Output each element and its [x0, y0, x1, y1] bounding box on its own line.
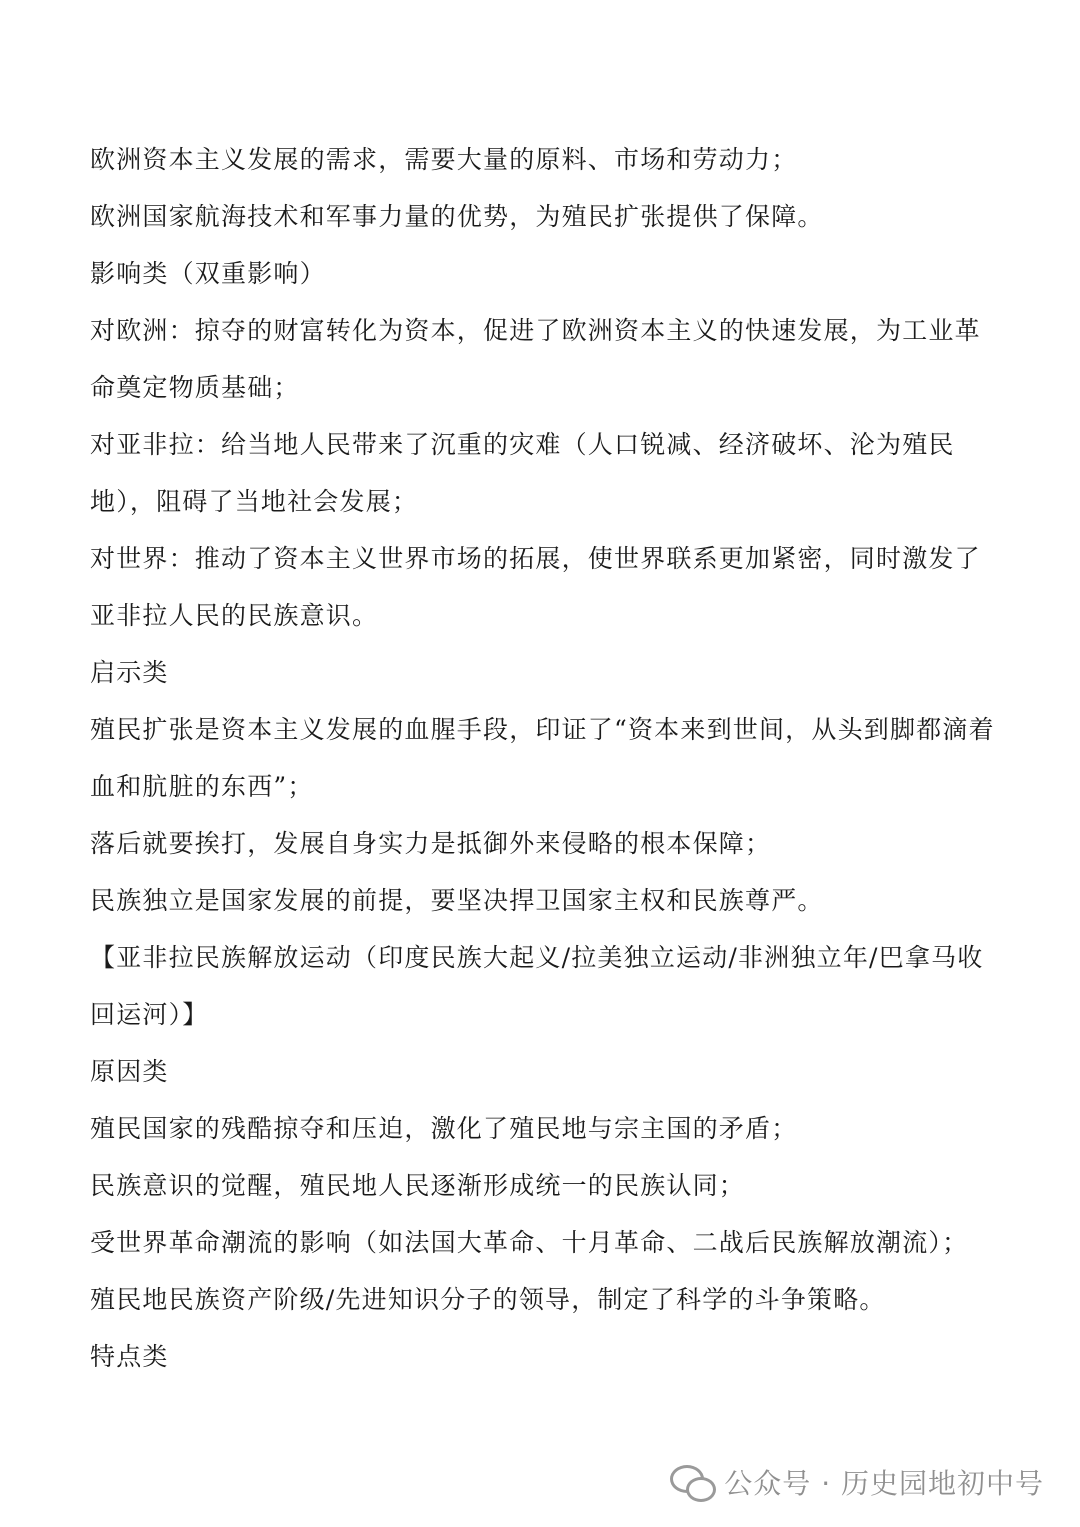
- paragraph: 对欧洲：掠夺的财富转化为资本，促进了欧洲资本主义的快速发展，为工业革命奠定物质基础；: [90, 316, 981, 402]
- paragraph: 欧洲国家航海技术和军事力量的优势，为殖民扩张提供了保障。: [90, 202, 824, 231]
- paragraph: 殖民地民族资产阶级/先进知识分子的领导，制定了科学的斗争策略。: [90, 1285, 886, 1314]
- section-heading: 影响类（双重影响）: [90, 259, 326, 288]
- paragraph: 落后就要挨打，发展自身实力是抵御外来侵略的根本保障；: [90, 829, 772, 858]
- paragraph: 民族独立是国家发展的前提，要坚决捍卫国家主权和民族尊严。: [90, 886, 824, 915]
- paragraph: 受世界革命潮流的影响（如法国大革命、十月革命、二战后民族解放潮流）；: [90, 1228, 969, 1257]
- document-body: [90, 131, 995, 1385]
- section-heading: 原因类: [90, 1057, 169, 1086]
- paragraph: 殖民国家的残酷掠夺和压迫，激化了殖民地与宗主国的矛盾；: [90, 1114, 798, 1143]
- wechat-icon: [670, 1463, 714, 1501]
- watermark-text: 公众号 · 历史园地初中号: [724, 1467, 1044, 1500]
- watermark: [670, 1457, 1044, 1507]
- paragraph: 民族意识的觉醒，殖民地人民逐渐形成统一的民族认同；: [90, 1171, 746, 1200]
- paragraph: 欧洲资本主义发展的需求，需要大量的原料、市场和劳动力；: [90, 145, 798, 174]
- paragraph: 殖民扩张是资本主义发展的血腥手段，印证了“资本来到世间，从头到脚都滴着血和肮脏的东西”；: [90, 715, 995, 801]
- paragraph: 对世界：推动了资本主义世界市场的拓展，使世界联系更加紧密，同时激发了亚非拉人民的民族意识。: [90, 544, 981, 630]
- paragraph: 对亚非拉：给当地人民带来了沉重的灾难（人口锐减、经济破坏、沦为殖民地），阻碍了当地社会发展；: [90, 430, 955, 516]
- topic-heading: 【亚非拉民族解放运动（印度民族大起义/拉美独立运动/非洲独立年/巴拿马收回运河）】: [90, 943, 984, 1029]
- section-heading: 启示类: [90, 658, 169, 687]
- section-heading: 特点类: [90, 1342, 169, 1371]
